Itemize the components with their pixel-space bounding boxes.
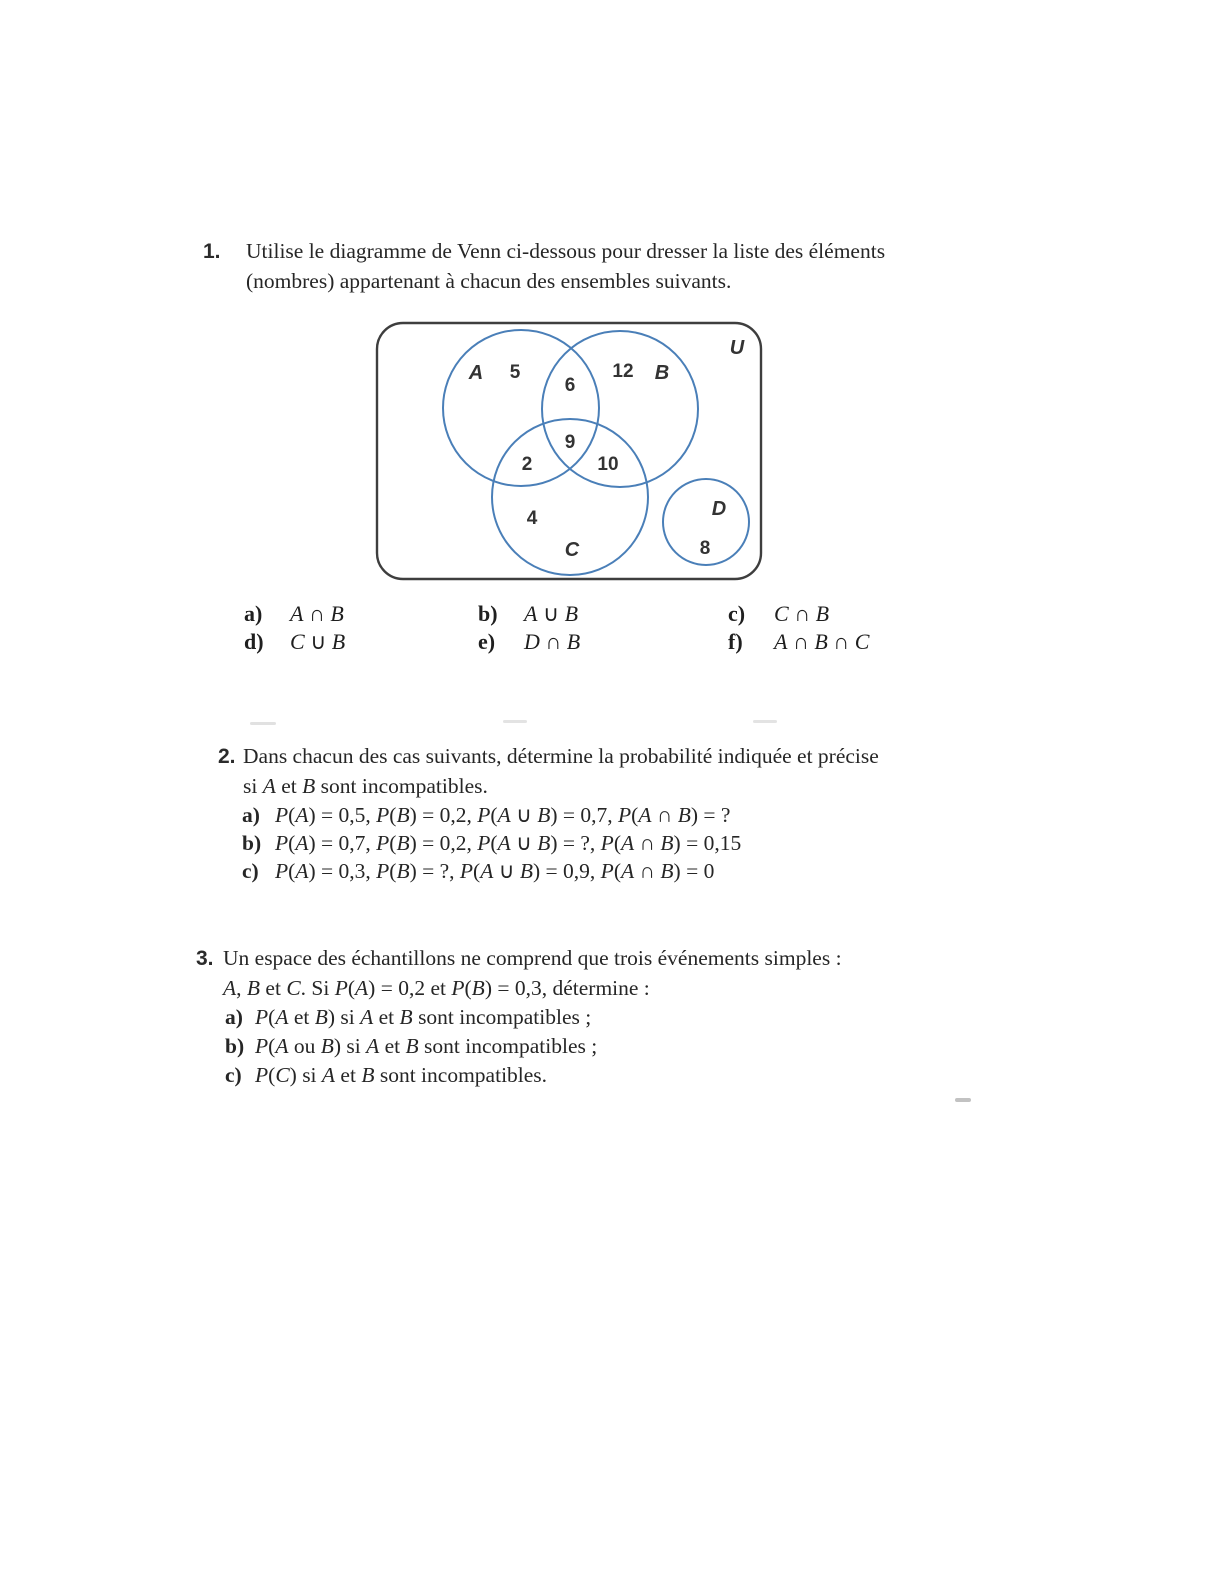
question-3-number: 3. — [196, 947, 214, 970]
set-b-circle — [542, 331, 698, 487]
q3-item-c-letter: c) — [225, 1063, 242, 1087]
venn-diagram-svg — [374, 314, 766, 584]
q2-item-b-letter: b) — [242, 831, 262, 855]
venn-number-b-and-c: 10 — [597, 454, 619, 475]
q3-item-a-text: P(A et B) si A et B sont incompatibles ; — [255, 1005, 592, 1029]
question-3-line-2: A, B et C. Si P(A) = 0,2 et P(B) = 0,3, détermine : — [223, 976, 650, 1000]
q1-part-c-expression: C ∩ B — [774, 601, 830, 626]
q3-item-b — [225, 1034, 597, 1059]
q2-item-b — [242, 831, 741, 856]
q1-part-b-letter: b) — [478, 601, 498, 626]
q2-item-c — [242, 859, 714, 884]
q2-item-b-text: P(A) = 0,7, P(B) = 0,2, P(A ∪ B) = ?, P(A ∩ B) = 0,15 — [275, 831, 742, 855]
question-2-number: 2. — [218, 745, 236, 768]
venn-number-b-only: 12 — [612, 361, 634, 382]
venn-number-d: 8 — [699, 538, 711, 559]
q3-item-a-letter: a) — [225, 1005, 243, 1029]
scan-artifact — [503, 720, 527, 723]
question-2-line-1: Dans chacun des cas suivants, détermine la probabilité indiquée et précise — [243, 744, 879, 768]
q1-part-c-letter: c) — [728, 601, 746, 626]
venn-diagram — [374, 314, 766, 584]
q1-part-c — [728, 601, 829, 627]
question-1-line-1: Utilise le diagramme de Venn ci-dessous pour dresser la liste des éléments — [246, 239, 886, 263]
venn-number-a-and-c: 2 — [521, 454, 533, 475]
q2-item-a — [242, 803, 730, 828]
q1-part-f-expression: A ∩ B ∩ C — [774, 629, 870, 654]
q1-part-a — [244, 601, 344, 627]
scan-artifact — [955, 1098, 971, 1102]
q1-part-a-letter: a) — [244, 601, 263, 626]
q3-item-b-letter: b) — [225, 1034, 245, 1058]
question-1-number: 1. — [203, 240, 221, 263]
q3-item-c-text: P(C) si A et B sont incompatibles. — [255, 1063, 548, 1087]
q2-item-a-text: P(A) = 0,5, P(B) = 0,2, P(A ∪ B) = 0,7, P(A ∩ B) = ? — [275, 803, 731, 827]
universe-label: U — [729, 337, 745, 359]
q1-part-b — [478, 601, 578, 627]
set-a-label: A — [468, 362, 484, 384]
q1-part-e-letter: e) — [478, 629, 496, 654]
q3-item-a — [225, 1005, 591, 1030]
q2-item-c-letter: c) — [242, 859, 259, 883]
scan-artifact — [753, 720, 777, 723]
venn-number-a-only: 5 — [509, 362, 521, 383]
q1-part-a-expression: A ∩ B — [290, 601, 344, 626]
venn-number-c-only: 4 — [526, 508, 538, 529]
set-c-label: C — [564, 539, 580, 561]
question-3-line-1: Un espace des échantillons ne comprend que trois événements simples : — [223, 946, 842, 970]
q1-part-b-expression: A ∪ B — [524, 601, 579, 626]
q3-item-b-text: P(A ou B) si A et B sont incompatibles ; — [255, 1034, 598, 1058]
set-b-label: B — [654, 362, 670, 384]
q1-part-f — [728, 629, 869, 655]
set-d-label: D — [711, 498, 727, 520]
q1-part-e — [478, 629, 580, 655]
question-1-line-2: (nombres) appartenant à chacun des ensembles suivants. — [246, 269, 732, 293]
q2-item-a-letter: a) — [242, 803, 260, 827]
q1-part-d-expression: C ∪ B — [290, 629, 346, 654]
question-2-line-2: si A et B sont incompatibles. — [243, 774, 488, 798]
q1-part-d — [244, 629, 345, 655]
q2-item-c-text: P(A) = 0,3, P(B) = ?, P(A ∪ B) = 0,9, P(A ∩ B) = 0 — [275, 859, 715, 883]
scan-artifact — [250, 722, 276, 725]
q1-part-d-letter: d) — [244, 629, 264, 654]
q3-item-c — [225, 1063, 547, 1088]
q1-part-f-letter: f) — [728, 629, 743, 654]
venn-number-a-and-b: 6 — [564, 375, 576, 396]
venn-number-a-b-c: 9 — [564, 432, 576, 453]
q1-part-e-expression: D ∩ B — [524, 629, 581, 654]
